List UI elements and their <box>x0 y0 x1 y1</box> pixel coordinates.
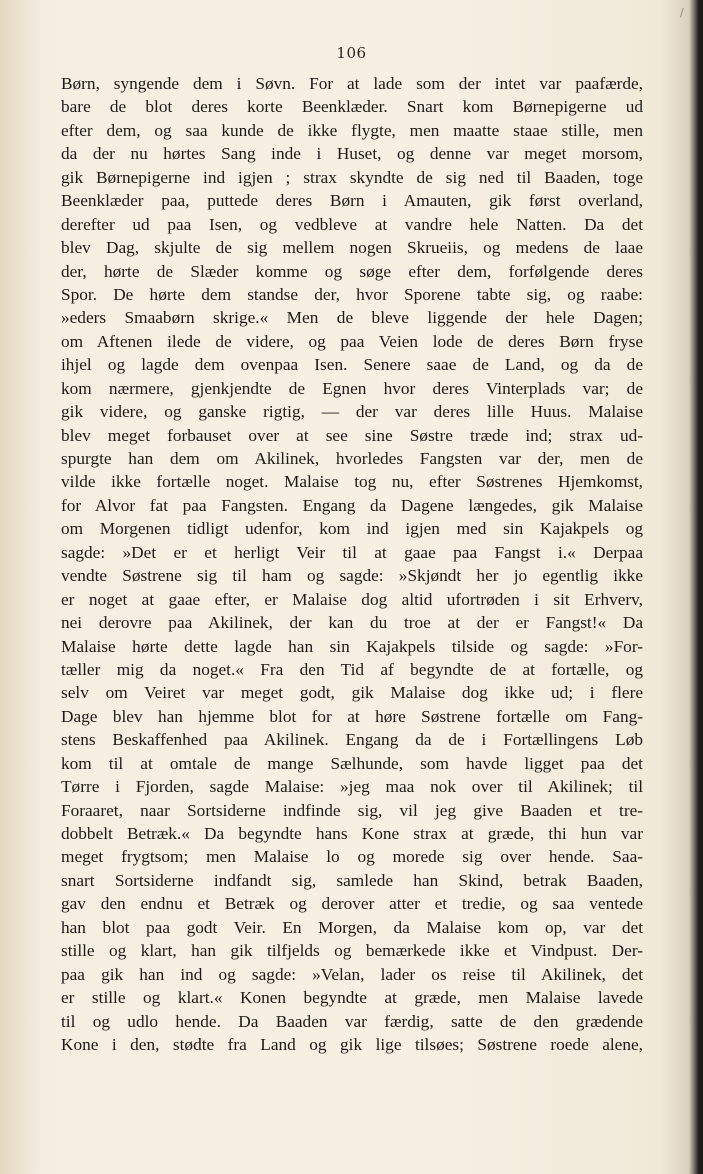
text-line: Kone i den, stødte fra Land og gik lige tilsøes; Søstrene roede alene, <box>61 1034 643 1054</box>
text-line: Børn, syngende dem i Søvn. For at lade som der intet var paafærde, <box>61 74 643 93</box>
text-line: paa gik han ind og sagde: »Velan, lader os reise til Akilinek, det <box>61 964 643 984</box>
text-line: blev Dag, skjulte de sig mellem nogen Skrueiis, og medens de laae <box>61 238 643 258</box>
text-line: sagde: »Det er et herligt Veir til at gaae paa Fangst i.« Derpaa <box>61 542 643 562</box>
text-line: gav den endnu et Betræk og derover atter et tredie, og saa ventede <box>61 894 643 914</box>
text-line: stens Beskaffenhed paa Akilinek. Engang da de i Fortællingens Løb <box>61 730 643 750</box>
text-line: »eders Smaabørn skrige.« Men de bleve liggende der hele Dagen; <box>61 308 643 328</box>
text-line: Malaise hørte dette lagde han sin Kajakpels tilside og sagde: »For- <box>61 636 643 656</box>
text-line: Spor. De hørte dem standse der, hvor Sporene tabte sig, og raabe: <box>61 284 643 304</box>
text-line: snart Sortsiderne indfandt sig, samlede han Skind, betrak Baaden, <box>61 870 643 890</box>
body-text <box>61 72 643 1056</box>
text-line: Beenklæder paa, puttede deres Børn i Amauten, gik først overland, <box>61 191 643 211</box>
text-line: blev meget forbauset over at see sine Søstre træde ind; strax ud- <box>61 425 643 445</box>
text-line: er noget at gaae efter, er Malaise dog altid ufortrøden i sit Erhverv, <box>61 589 643 609</box>
text-line: til og udlo hende. Da Baaden var færdig, satte de den grædende <box>61 1011 643 1031</box>
text-line: han blot paa godt Veir. En Morgen, da Malaise kom op, var det <box>61 917 643 937</box>
text-line: Tørre i Fjorden, sagde Malaise: »jeg maa nok over til Akilinek; til <box>61 777 643 797</box>
text-line: ihjel og lagde dem ovenpaa Isen. Senere saae de Land, og da de <box>61 355 643 375</box>
text-line: er stille og klart.« Konen begyndte at græde, men Malaise lavede <box>61 988 643 1008</box>
text-line: efter dem, og saa kunde de ikke flygte, men maatte staae stille, men <box>61 120 643 140</box>
text-line: stille og klart, han gik tilfjelds og bemærkede ikke et Vindpust. Der- <box>61 941 643 961</box>
text-line: vilde ikke fortælle noget. Malaise tog nu, efter Søstrenes Hjemkomst, <box>61 472 643 492</box>
text-line: gik Børnepigerne ind igjen ; strax skyndte de sig ned til Baaden, toge <box>61 167 643 187</box>
page-edge-shading <box>0 0 40 1174</box>
text-line: da der nu hørtes Sang inde i Huset, og denne var meget morsom, <box>61 144 643 164</box>
text-line: dobbelt Betræk.« Da begyndte hans Kone strax at græde, thi hun var <box>61 824 643 843</box>
text-line: om Aftenen ilede de videre, og paa Veien lode de deres Børn fryse <box>61 331 643 351</box>
page-number: 106 <box>336 44 367 62</box>
text-line: tæller mig da noget.« Fra den Tid af begyndte de at fortælle, og <box>61 659 643 679</box>
text-line: gik videre, og ganske rigtig, — der var deres lille Huus. Malaise <box>61 402 643 422</box>
text-line: Foraaret, naar Sortsiderne indfinde sig, vil jeg give Baaden et tre- <box>61 800 643 820</box>
text-line: nei derovre paa Akilinek, der kan du troe at der er Fangst!« Da <box>61 613 643 633</box>
text-line: om Morgenen tidligt udenfor, kom ind igjen med sin Kajakpels og <box>61 519 643 539</box>
text-line: for Alvor fat paa Fangsten. Engang da Dagene længedes, gik Malaise <box>61 495 643 515</box>
text-line: selv om Veiret var meget godt, gik Malaise dog ikke ud; i flere <box>61 683 643 703</box>
text-line: bare de blot deres korte Beenklæder. Snart kom Børnepigerne ud <box>61 97 643 117</box>
text-line: meget frygtsom; men Malaise lo og morede sig over hende. Saa- <box>61 847 643 867</box>
text-line: vendte Søstrene sig til ham og sagde: »Skjøndt her jo egentlig ikke <box>61 566 643 586</box>
corner-mark: / <box>680 6 684 19</box>
text-line: der, hørte de Slæder komme og søge efter dem, forfølgende deres <box>61 261 643 281</box>
text-line: Dage blev han hjemme blot for at høre Søstrene fortælle om Fang- <box>61 706 643 726</box>
text-line: kom til at omtale de mange Sælhunde, som havde ligget paa det <box>61 753 643 773</box>
text-line: kom nærmere, gjenkjendte de Egnen hvor deres Vinterplads var; de <box>61 378 643 398</box>
text-line: spurgte han dem om Akilinek, hvorledes Fangsten var der, men de <box>61 449 643 468</box>
text-line: derefter ud paa Isen, og vedbleve at vandre hele Natten. Da det <box>61 214 643 234</box>
